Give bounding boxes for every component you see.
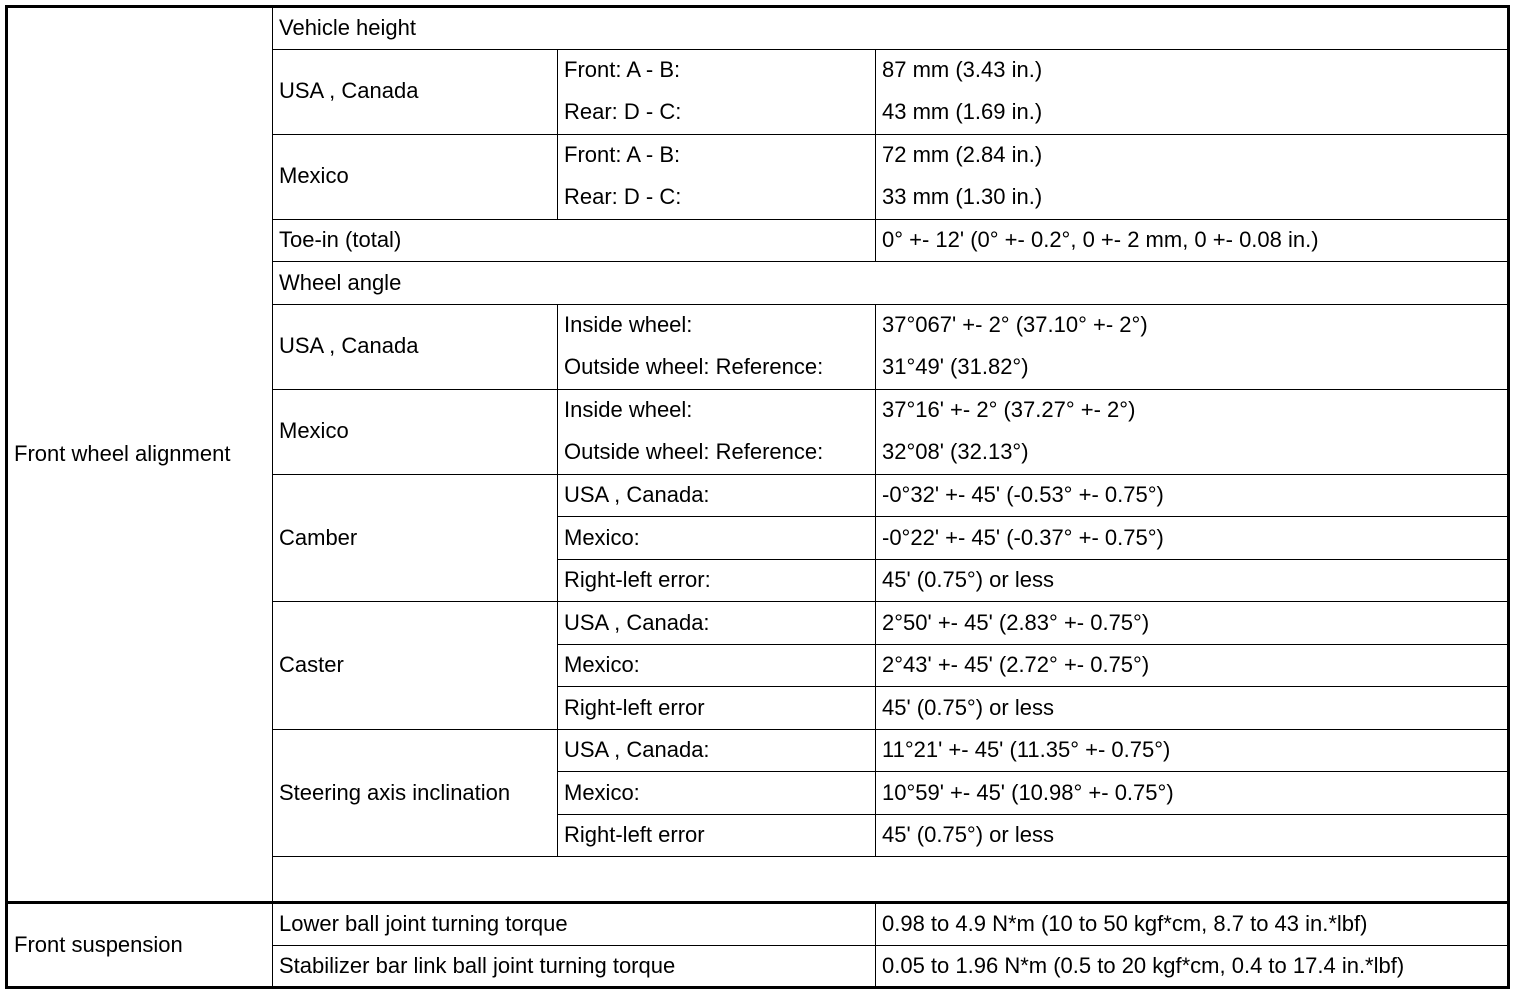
region-label: USA , Canada bbox=[273, 304, 558, 389]
spec-value: 37°067' +- 2° (37.10° +- 2°) bbox=[876, 304, 1509, 347]
spec-label: Front: A - B: bbox=[558, 134, 876, 177]
spec-value: 0.05 to 1.96 N*m (0.5 to 20 kgf*cm, 0.4 to 17.4 in.*lbf) bbox=[876, 945, 1509, 988]
spec-value: 32°08' (32.13°) bbox=[876, 432, 1509, 475]
table-row bbox=[7, 903, 1509, 946]
spec-value: 43 mm (1.69 in.) bbox=[876, 92, 1509, 135]
spec-label: Rear: D - C: bbox=[558, 92, 876, 135]
spec-value: 72 mm (2.84 in.) bbox=[876, 134, 1509, 177]
specification-table bbox=[5, 5, 1510, 989]
spec-label: Outside wheel: Reference: bbox=[558, 432, 876, 475]
caster-label: Caster bbox=[273, 602, 558, 730]
spec-label: Lower ball joint turning torque bbox=[273, 903, 876, 946]
spec-value: 0.98 to 4.9 N*m (10 to 50 kgf*cm, 8.7 to 43 in.*lbf) bbox=[876, 903, 1509, 946]
toe-in-label: Toe-in (total) bbox=[273, 219, 876, 262]
section-front-suspension: Front suspension bbox=[7, 903, 273, 988]
spec-label: Front: A - B: bbox=[558, 49, 876, 92]
spec-label: USA , Canada: bbox=[558, 474, 876, 517]
spec-value: 11°21' +- 45' (11.35° +- 0.75°) bbox=[876, 729, 1509, 772]
spec-value: 45' (0.75°) or less bbox=[876, 687, 1509, 730]
spec-value: 2°50' +- 45' (2.83° +- 0.75°) bbox=[876, 602, 1509, 645]
section-front-wheel-alignment: Front wheel alignment bbox=[7, 7, 273, 903]
spec-value: -0°22' +- 45' (-0.37° +- 0.75°) bbox=[876, 517, 1509, 560]
spec-label: USA , Canada: bbox=[558, 729, 876, 772]
spec-label: Right-left error bbox=[558, 687, 876, 730]
spec-value: 37°16' +- 2° (37.27° +- 2°) bbox=[876, 389, 1509, 432]
spec-label: Inside wheel: bbox=[558, 389, 876, 432]
spec-label: Mexico: bbox=[558, 644, 876, 687]
region-label: USA , Canada bbox=[273, 49, 558, 134]
camber-label: Camber bbox=[273, 474, 558, 602]
spec-label: Mexico: bbox=[558, 517, 876, 560]
spec-label: Stabilizer bar link ball joint turning torque bbox=[273, 945, 876, 988]
vehicle-height-heading: Vehicle height bbox=[273, 7, 1509, 50]
spec-label: Mexico: bbox=[558, 772, 876, 815]
spec-value: 45' (0.75°) or less bbox=[876, 814, 1509, 857]
steering-axis-label: Steering axis inclination bbox=[273, 729, 558, 857]
spec-value: -0°32' +- 45' (-0.53° +- 0.75°) bbox=[876, 474, 1509, 517]
spec-value: 10°59' +- 45' (10.98° +- 0.75°) bbox=[876, 772, 1509, 815]
spec-value: 33 mm (1.30 in.) bbox=[876, 177, 1509, 220]
spec-value: 87 mm (3.43 in.) bbox=[876, 49, 1509, 92]
spec-value: 31°49' (31.82°) bbox=[876, 347, 1509, 390]
spec-label: USA , Canada: bbox=[558, 602, 876, 645]
toe-in-value: 0° +- 12' (0° +- 0.2°, 0 +- 2 mm, 0 +- 0.08 in.) bbox=[876, 219, 1509, 262]
spec-label: Rear: D - C: bbox=[558, 177, 876, 220]
spec-label: Inside wheel: bbox=[558, 304, 876, 347]
wheel-angle-heading: Wheel angle bbox=[273, 262, 1509, 305]
spec-label: Outside wheel: Reference: bbox=[558, 347, 876, 390]
region-label: Mexico bbox=[273, 389, 558, 474]
region-label: Mexico bbox=[273, 134, 558, 219]
spec-value: 2°43' +- 45' (2.72° +- 0.75°) bbox=[876, 644, 1509, 687]
spec-label: Right-left error: bbox=[558, 559, 876, 602]
spec-label: Right-left error bbox=[558, 814, 876, 857]
table-row bbox=[7, 7, 1509, 50]
spec-value: 45' (0.75°) or less bbox=[876, 559, 1509, 602]
